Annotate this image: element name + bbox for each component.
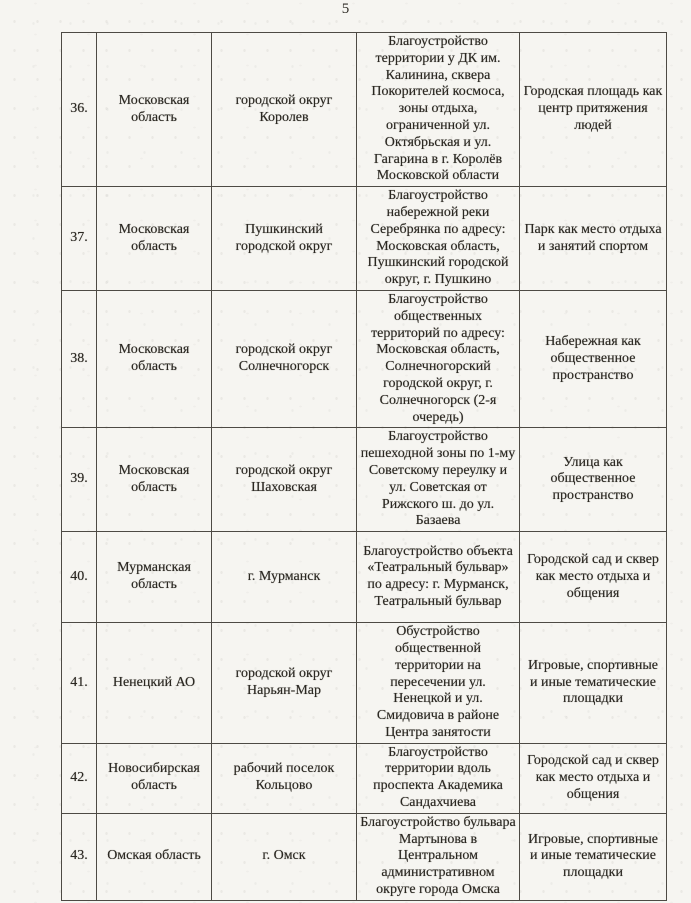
municipality-cell: Пушкинский городской округ: [212, 187, 357, 291]
projects-table: [61, 32, 667, 901]
category-cell: Городская площадь как центр притяжения людей: [520, 33, 667, 187]
table-row: [62, 187, 667, 291]
category-cell: Игровые, спортивные и иные тематические площадки: [520, 623, 667, 744]
row-number-cell: 43.: [62, 813, 97, 900]
project-cell: Благоустройство объекта «Театральный бульвар» по адресу: г. Мурманск, Театральный бульвар: [357, 532, 520, 623]
category-cell: Набережная как общественное пространство: [520, 290, 667, 427]
region-cell: Ненецкий АО: [97, 623, 212, 744]
row-number-cell: 37.: [62, 187, 97, 291]
municipality-cell: г. Омск: [212, 813, 357, 900]
project-cell: Благоустройство пешеходной зоны по 1-му Советскому переулку и ул. Советская от Рижского ш. до ул. Базаева: [357, 428, 520, 532]
project-cell: Обустройство общественной территории на пересечении ул. Ненецкой и ул. Смидовича в районе Центра занятости: [357, 623, 520, 744]
region-cell: Мурманская область: [97, 532, 212, 623]
table-row: [62, 428, 667, 532]
project-cell: Благоустройство территории у ДК им. Калинина, сквера Покорителей космоса, зоны отдыха, ограниченной ул. Октябрьская и ул. Гагарина в г. Королёв Московской области: [357, 33, 520, 187]
row-number-cell: 41.: [62, 623, 97, 744]
municipality-cell: городской округ Шаховская: [212, 428, 357, 532]
category-cell: Игровые, спортивные и иные тематические площадки: [520, 813, 667, 900]
page-number: 5: [341, 1, 350, 17]
municipality-cell: городской округ Нарьян-Мар: [212, 623, 357, 744]
category-cell: Улица как общественное пространство: [520, 428, 667, 532]
region-cell: Новосибирская область: [97, 743, 212, 813]
region-cell: Московская область: [97, 290, 212, 427]
project-cell: Благоустройство набережной реки Серебрянка по адресу: Московская область, Пушкинский городской округ, г. Пушкино: [357, 187, 520, 291]
region-cell: Омская область: [97, 813, 212, 900]
row-number-cell: 39.: [62, 428, 97, 532]
row-number-cell: 42.: [62, 743, 97, 813]
municipality-cell: городской округ Королев: [212, 33, 357, 187]
row-number-cell: 40.: [62, 532, 97, 623]
table-row: [62, 743, 667, 813]
municipality-cell: городской округ Солнечногорск: [212, 290, 357, 427]
region-cell: Московская область: [97, 428, 212, 532]
table-row: [62, 623, 667, 744]
project-cell: Благоустройство общественных территорий по адресу: Московская область, Солнечногорский городской округ, г. Солнечногорск (2-я очередь): [357, 290, 520, 427]
municipality-cell: г. Мурманск: [212, 532, 357, 623]
row-number-cell: 38.: [62, 290, 97, 427]
table-row: [62, 290, 667, 427]
project-cell: Благоустройство территории вдоль проспекта Академика Сандахчиева: [357, 743, 520, 813]
category-cell: Городской сад и сквер как место отдыха и общения: [520, 743, 667, 813]
table-row: [62, 33, 667, 187]
row-number-cell: 36.: [62, 33, 97, 187]
table-row: [62, 813, 667, 900]
municipality-cell: рабочий поселок Кольцово: [212, 743, 357, 813]
category-cell: Парк как место отдыха и занятий спортом: [520, 187, 667, 291]
region-cell: Московская область: [97, 187, 212, 291]
project-cell: Благоустройство бульвара Мартынова в Центральном административном округе города Омска: [357, 813, 520, 900]
table-row: [62, 532, 667, 623]
region-cell: Московская область: [97, 33, 212, 187]
category-cell: Городской сад и сквер как место отдыха и общения: [520, 532, 667, 623]
